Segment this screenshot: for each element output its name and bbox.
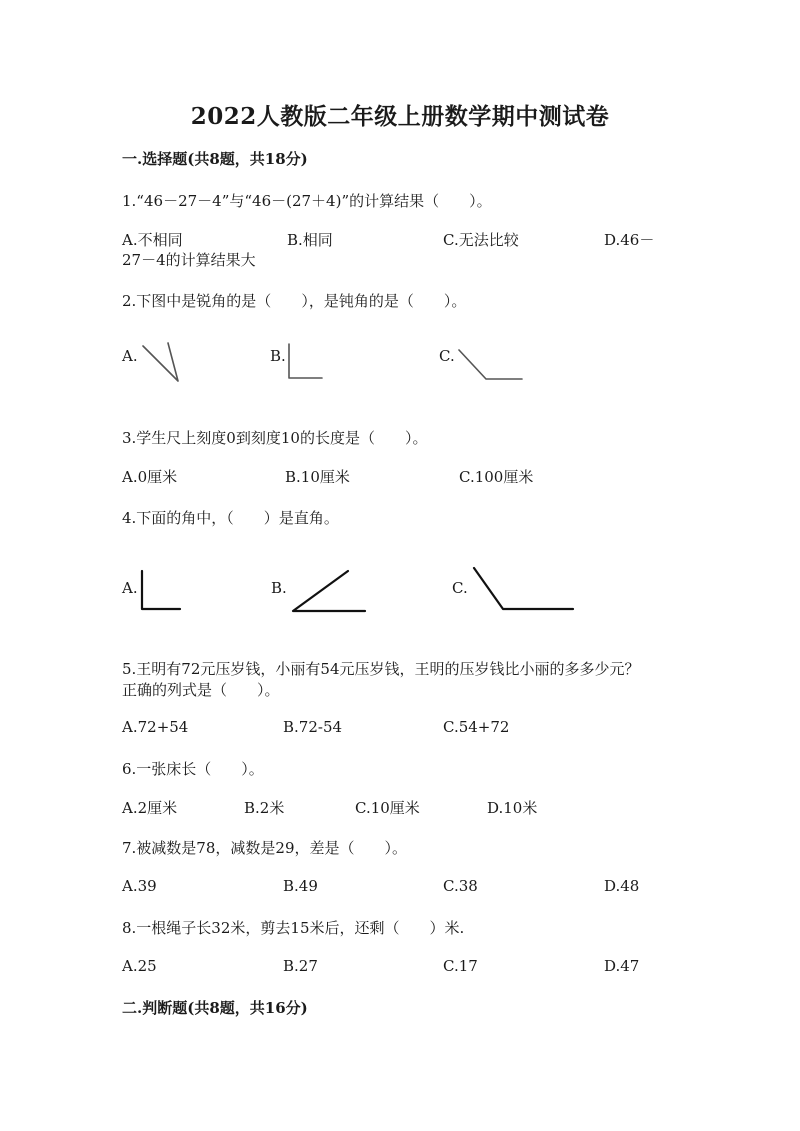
q4-angle-a-figure <box>136 566 186 616</box>
q4-angle-c-figure <box>466 562 581 617</box>
question-6-stem: 6.一张床长（ ）。 <box>122 760 264 778</box>
q6-option-b: B.2米 <box>244 799 285 817</box>
question-1-stem: 1.“46－27－4”与“46－(27＋4)”的计算结果（ ）。 <box>122 192 492 210</box>
q6-option-d: D.10米 <box>487 799 538 817</box>
q8-option-a: A.25 <box>122 957 157 975</box>
q2-option-b: B. <box>270 347 286 365</box>
page-title: 2022人教版二年级上册数学期中测试卷 <box>190 103 610 130</box>
q4-angle-b-figure <box>286 566 371 618</box>
q1-option-b: B.相同 <box>287 231 333 249</box>
q3-option-c: C.100厘米 <box>459 468 534 486</box>
q7-option-b: B.49 <box>283 877 318 895</box>
q8-option-d: D.47 <box>604 957 640 975</box>
q2-angle-a-figure <box>132 338 192 388</box>
q7-option-d: D.48 <box>604 877 640 895</box>
q2-angle-c-figure <box>450 342 530 387</box>
q2-angle-b-figure <box>282 340 332 385</box>
section-heading-judgement: 二.判断题(共8题，共16分) <box>122 999 308 1017</box>
q5-option-b: B.72-54 <box>283 718 343 736</box>
question-5-stem: 5.王明有72元压岁钱，小丽有54元压岁钱，王明的压岁钱比小丽的多多少元？ <box>122 660 640 678</box>
q7-option-a: A.39 <box>122 877 157 895</box>
q8-option-c: C.17 <box>443 957 478 975</box>
question-7-stem: 7.被减数是78，减数是29，差是（ ）。 <box>122 839 407 857</box>
q1-option-d-continued: 27－4的计算结果大 <box>122 251 256 269</box>
q8-option-b: B.27 <box>283 957 318 975</box>
q3-option-b: B.10厘米 <box>285 468 350 486</box>
question-3-stem: 3.学生尺上刻度0到刻度10的长度是（ ）。 <box>122 429 428 447</box>
q4-option-b: B. <box>271 579 287 597</box>
q3-option-a: A.0厘米 <box>122 468 178 486</box>
q1-option-c: C.无法比较 <box>443 231 519 249</box>
q5-option-c: C.54+72 <box>443 718 510 736</box>
q5-option-a: A.72+54 <box>122 718 189 736</box>
section-heading-choice: 一.选择题(共8题，共18分) <box>122 150 308 168</box>
q6-option-a: A.2厘米 <box>122 799 178 817</box>
question-4-stem: 4.下面的角中，（ ）是直角。 <box>122 509 339 527</box>
q1-option-a: A.不相同 <box>122 231 183 249</box>
question-8-stem: 8.一根绳子长32米，剪去15米后，还剩（ ）米. <box>122 919 465 937</box>
q1-option-d: D.46－ <box>604 231 655 249</box>
q4-option-c: C. <box>452 579 468 597</box>
question-2-stem: 2.下图中是锐角的是（ ），是钝角的是（ ）。 <box>122 292 467 310</box>
question-5-stem-line2: 正确的列式是（ ）。 <box>122 681 280 699</box>
q2-option-c: C. <box>439 347 455 365</box>
q2-option-a: A. <box>122 347 138 365</box>
q4-option-a: A. <box>122 579 138 597</box>
q7-option-c: C.38 <box>443 877 478 895</box>
q6-option-c: C.10厘米 <box>355 799 420 817</box>
